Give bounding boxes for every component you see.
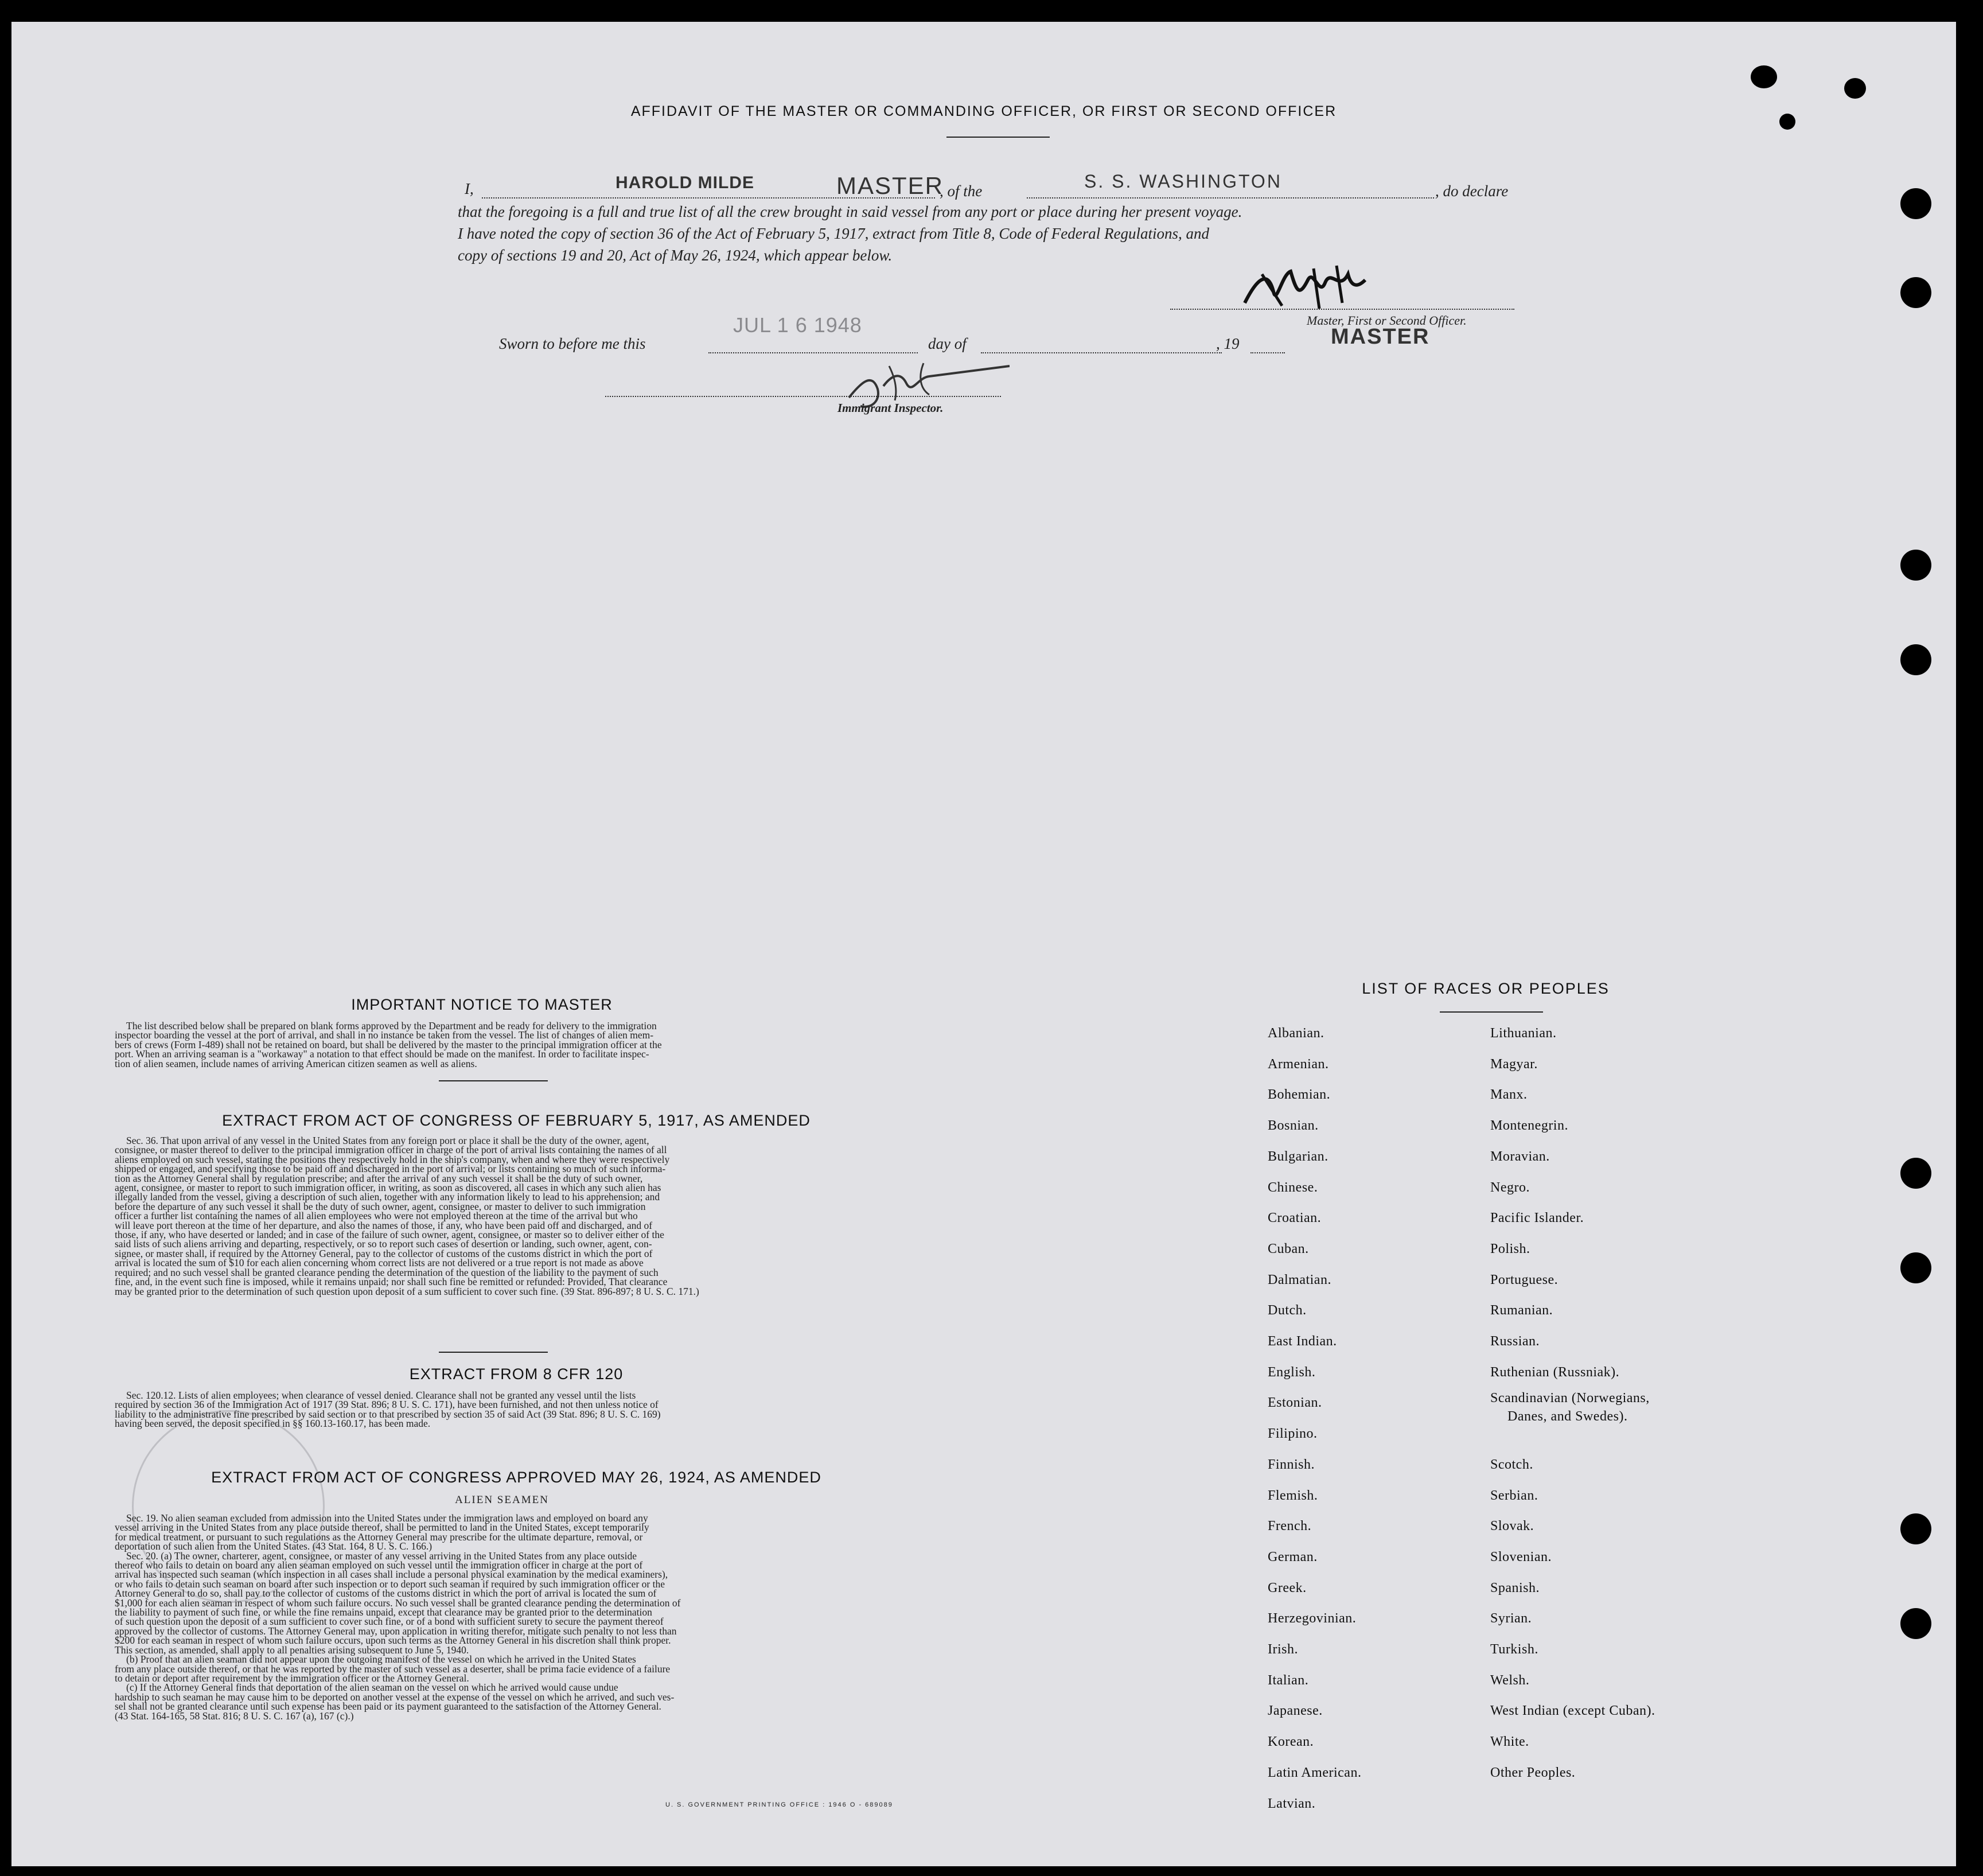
race-item: Manx. [1490,1087,1528,1103]
race-item: Croatian. [1268,1211,1322,1226]
race-item: Estonian. [1268,1395,1322,1411]
race-item: Dutch. [1268,1303,1307,1318]
race-item: Cuban. [1268,1241,1309,1256]
extract-line: required; and no such vessel shall be granted clearance pending the determination of the question of the liability to the payment of such [115,1266,659,1278]
extract-line: of such question upon the deposit of a sum sufficient to cover such fine, or of a bond with sufficient surety to secure the payment thereof [115,1616,664,1628]
year-line [1250,352,1285,353]
extract-line: tion as the Attorney General shall by regulation prescribe; and after the arrival of any such vessel it shall be the duty of such owner, [115,1172,643,1184]
notice-line: port. When an arriving seaman is a "workaway" a notation to that effect should be made on the manifest. In order to facilitate inspec- [115,1048,649,1060]
race-item: Bosnian. [1268,1118,1319,1134]
punch-hole [1844,78,1866,99]
extract-line: having been served, the deposit specified in §§ 160.13-160.17, has been made. [115,1418,431,1430]
extract-line: (c) If the Attorney General finds that deportation of the alien seaman on the vessel on which he arrived would cause undue [126,1682,618,1694]
extract-line: will leave port thereon at the time of her departure, and also the names of those, if any, who have been paid off and discharged, and of [115,1219,653,1231]
extract-line: deportation of such alien from the United States. (43 Stat. 164, 8 U. S. C. 166.) [115,1540,433,1552]
extract-line: (b) Proof that an alien seaman did not appear upon the outgoing manifest of the vessel on which he arrived in the United States [126,1653,636,1665]
race-item: Polish. [1490,1241,1530,1256]
extract-line: $200 for each seaman in respect of whom such failure occurs, upon such terms as the Attorney General in his discretion shall think proper. [115,1634,671,1647]
printing-office-footer: U. S. GOVERNMENT PRINTING OFFICE : 1946 O - 689089 [665,1801,893,1808]
extract-line: liability to the administrative fine prescribed by said section or to that prescribed by section 35 of said Act (39 Stat. 896; 8 U. S. C. 169) [115,1408,661,1420]
race-item: German. [1268,1549,1318,1564]
extract-line: Sec. 36. That upon arrival of any vessel in the United States from any foreign port or place it shall be the duty of the owner, agent, [126,1135,649,1146]
race-item: Greek. [1268,1580,1307,1595]
month-line [981,352,1222,353]
race-item: Slovak. [1490,1519,1534,1534]
race-item: Finnish. [1268,1457,1315,1472]
notice-line: The list described below shall be prepared on blank forms approved by the Department and be ready for delivery to the immigration [126,1020,657,1032]
do-declare-label: , do declare [1435,182,1509,200]
punch-hole [1751,65,1777,88]
extract-line: $1,000 for each alien seaman in respect of whom such failure occurs. No such vessel shall be granted clearance pending the determination of [115,1597,681,1609]
punch-hole [1900,644,1931,675]
race-item: Latin American. [1268,1765,1362,1780]
extract-line: said lists of such aliens arriving and departing, respectively, or so to report such cases of desertion or landing, such owner, agent, con- [115,1238,652,1250]
race-item: Turkish. [1490,1642,1538,1657]
extract-cfr-title: EXTRACT FROM 8 CFR 120 [409,1365,624,1383]
race-item: Negro. [1490,1180,1530,1195]
vessel-name: S. S. WASHINGTON [1084,171,1282,192]
divider [439,1080,548,1081]
extract-line: from any place outside thereof, or that he was reported by the master of such vessel as a deserter, shall be prima facie evidence of a failure [115,1663,671,1675]
extract-line: approved by the collector of customs. The Attorney General may, upon application in writing therefor, mitigate such penalty to not less than [115,1625,677,1637]
punch-hole [1900,277,1931,308]
punch-hole [1900,188,1931,219]
extract-line: required by section 36 of the Immigration Act of 1917 (39 Stat. 896; 8 U. S. C. 171), have been furnished, and not then unless notice of [115,1399,659,1411]
extract-line: shipped or engaged, and specifying those to be paid off and discharged in the port of arrival; or lists containing so much of such informa- [115,1163,666,1175]
extract-line: Sec. 120.12. Lists of alien employees; when clearance of vessel denied. Clearance shall not be granted any vessel until the lists [126,1390,636,1401]
extract-line: signee, or master shall, if required by the Attorney General, pay to the collector of customs of the customs district in which the port of [115,1247,653,1259]
race-item: Italian. [1268,1672,1309,1688]
inspector-caption: Immigrant Inspector. [837,401,944,415]
i-label: I, [465,180,474,197]
declaration-line-1: that the foregoing is a full and true list of all the crew brought in said vessel from any port or place during her present voyage. [458,203,1242,220]
vessel-line [1027,197,1434,199]
extract-line: thereof who fails to detain on board any alien seaman employed on such vessel until the immigration officer in charge at the port of [115,1559,643,1571]
extract-line: (43 Stat. 164-165, 58 Stat. 816; 8 U. S. C. 167 (a), 167 (c).) [115,1710,354,1722]
day-of-label: day of [928,335,967,352]
extract-line: arrival is located the sum of $10 for each alien concerning whom correct lists are not delivered or a true report is not made as above [115,1257,644,1269]
alien-seamen-subtitle: ALIEN SEAMEN [455,1494,549,1506]
notice-text [115,1021,935,1068]
declaration-line-3: copy of sections 19 and 20, Act of May 26, 1924, which appear below. [458,247,893,264]
extract-line: Sec. 20. (a) The owner, charterer, agent, consignee, or master of any vessel arriving in the United States from any place outside [126,1550,637,1562]
race-item: French. [1268,1519,1312,1534]
punch-hole [1900,1158,1931,1189]
races-title: LIST OF RACES OR PEOPLES [1362,980,1610,997]
extract-line: before the departure of any such vessel it shall be the duty of such owner, agent, consignee, or master to deliver to such immigration [115,1200,646,1212]
punch-hole [1900,1608,1931,1639]
sworn-date-line [708,352,918,353]
extract-line: for medical treatment, or pursuant to such regulations as the Attorney General may prescribe for the ultimate departure, removal, or [115,1531,643,1543]
extract-line: consignee, or master thereof to deliver to the principal immigration officer in charge of the port of arrival lists containing the names of all [115,1144,667,1156]
extract-1917-text [115,1136,935,1296]
master-rank-stamp: MASTER [836,172,944,199]
signature-rank-stamp: MASTER [1331,325,1430,349]
date-stamp: JUL 1 6 1948 [733,313,862,337]
race-item: Bohemian. [1268,1087,1331,1103]
year-prefix: , 19 [1216,335,1240,352]
master-name: HAROLD MILDE [615,173,754,192]
race-item: Chinese. [1268,1180,1318,1195]
extract-line: vessel arriving in the United States from any place outside thereof, shall be permitted to land in the United States, except temporarily [115,1521,649,1534]
faint-stamp [132,1410,325,1603]
extract-line: This section, as amended, shall apply to all penalties arising subsequent to June 5, 1940. [115,1644,469,1656]
extract-line: may be granted prior to the determination of such question upon deposit of a sum sufficient to cover such fine. (39 Stat. 896-897; 8 U. S. C. 171.) [115,1285,699,1297]
divider [439,1352,548,1353]
race-item: Japanese. [1268,1703,1323,1719]
race-item: Slovenian. [1490,1549,1552,1564]
race-item: Danes, and Swedes). [1507,1409,1628,1424]
extract-line: to detain or deport after requirement by the immigration officer or the Attorney General. [115,1672,469,1684]
race-item: Latvian. [1268,1796,1316,1811]
punch-hole [1900,550,1931,581]
notice-line: inspector boarding the vessel at the port of arrival, and shall in no instance be taken from the vessel. The list of changes of alien mem- [115,1029,654,1041]
extract-line: illegally landed from the vessel, giving a description of such alien, together with any information likely to lead to his apprehension; and [115,1191,660,1203]
race-item: Herzegovinian. [1268,1611,1357,1626]
notice-line: bers of crews (Form I-489) shall not be retained on board, but shall be delivered by the master to the principal immigration officer at the [115,1038,662,1050]
race-item: Filipino. [1268,1426,1318,1442]
race-item: Bulgarian. [1268,1149,1329,1164]
race-item: Welsh. [1490,1672,1530,1688]
punch-hole [1900,1252,1931,1283]
of-the-label: , of the [940,182,983,200]
extract-line: aliens employed on such vessel, stating the positions they respectively hold in the ship's company, when and where they were respectively [115,1153,670,1165]
extract-line: sel shall not be granted clearance until such expense has been paid or its payment guaranteed to the satisfaction of the Attorney General. [115,1700,661,1712]
race-item: Rumanian. [1490,1303,1553,1318]
race-item: Montenegrin. [1490,1118,1568,1134]
extract-line: or who fails to detain such seaman on board after such inspection or to deport such seaman if required by such immigration officer or the [115,1578,665,1590]
races-title-underline [1440,1011,1543,1013]
race-item: Spanish. [1490,1580,1540,1595]
race-item: Magyar. [1490,1056,1538,1072]
extract-line: Sec. 19. No alien seaman excluded from admission into the United States under the immigration laws and employed on board any [126,1512,648,1524]
extract-line: the liability to payment of such fine, or while the fine remains unpaid, except that clearance may be granted prior to the determination [115,1606,652,1618]
race-item: White. [1490,1734,1529,1750]
extract-1924-title: EXTRACT FROM ACT OF CONGRESS APPROVED MAY 26, 1924, AS AMENDED [211,1469,821,1486]
extract-line: agent, consignee, or master to report to such immigration officer, in writing, as soon as discovered, all cases in which any such alien has [115,1182,661,1194]
race-item: Albanian. [1268,1026,1324,1041]
race-item: Scotch. [1490,1457,1533,1472]
race-item: Korean. [1268,1734,1314,1750]
race-item: Ruthenian (Russniak). [1490,1364,1620,1380]
race-item: Irish. [1268,1642,1298,1657]
document-page [11,22,1956,1866]
extract-line: fine, and, in the event such fine is imposed, while it remains unpaid; nor shall such fine be remitted or refunded: Provided, That clearance [115,1276,668,1288]
notice-title: IMPORTANT NOTICE TO MASTER [351,996,613,1013]
extract-line: hardship to such seaman he may cause him to be deported on another vessel at the expense of the vessel on which he arrived, and such ves- [115,1691,675,1703]
extract-line: officer a further list containing the names of all alien employees who were not employed thereon at the time of the arrival but who [115,1210,638,1222]
race-item: Serbian. [1490,1488,1538,1503]
notice-line: tion of alien seamen, include names of arriving American citizen seamen as well as aliens. [115,1057,477,1069]
extract-line: Attorney General to do so, shall pay to the collector of customs of the customs district in which the port of arrival is located the sum of [115,1587,657,1599]
race-item: West Indian (except Cuban). [1490,1703,1655,1719]
race-item: Russian. [1490,1334,1540,1349]
title-underline [946,137,1050,138]
extract-1917-title: EXTRACT FROM ACT OF CONGRESS OF FEBRUARY 5, 1917, AS AMENDED [222,1112,811,1129]
race-item: Pacific Islander. [1490,1211,1584,1226]
signature-caption: Master, First or Second Officer. [1307,313,1467,328]
race-item: Portuguese. [1490,1272,1559,1287]
punch-hole [1900,1513,1931,1544]
extract-line: those, if any, who have deserted or landed; and in case of the failure of such owner, agent, consignee, or master so to deliver either of the [115,1229,664,1241]
race-item: Flemish. [1268,1488,1318,1503]
declaration-line-2: I have noted the copy of section 36 of the Act of February 5, 1917, extract from Title 8, Code of Federal Regulations, and [458,225,1210,242]
race-item: English. [1268,1364,1316,1380]
race-item: Moravian. [1490,1149,1550,1164]
race-item: Syrian. [1490,1611,1532,1626]
race-item: Dalmatian. [1268,1272,1331,1287]
sworn-label: Sworn to before me this [499,335,646,352]
race-item: Lithuanian. [1490,1026,1557,1041]
race-item: Scandinavian (Norwegians, [1490,1391,1650,1406]
extract-line: arrival has inspected such seaman (which inspection in all cases shall include a personal physical examination by the medical examiners), [115,1568,668,1581]
affidavit-title: AFFIDAVIT OF THE MASTER OR COMMANDING OFFICER, OR FIRST OR SECOND OFFICER [630,103,1337,119]
race-item: East Indian. [1268,1334,1337,1349]
race-item: Other Peoples. [1490,1765,1576,1780]
race-item: Armenian. [1268,1056,1329,1072]
